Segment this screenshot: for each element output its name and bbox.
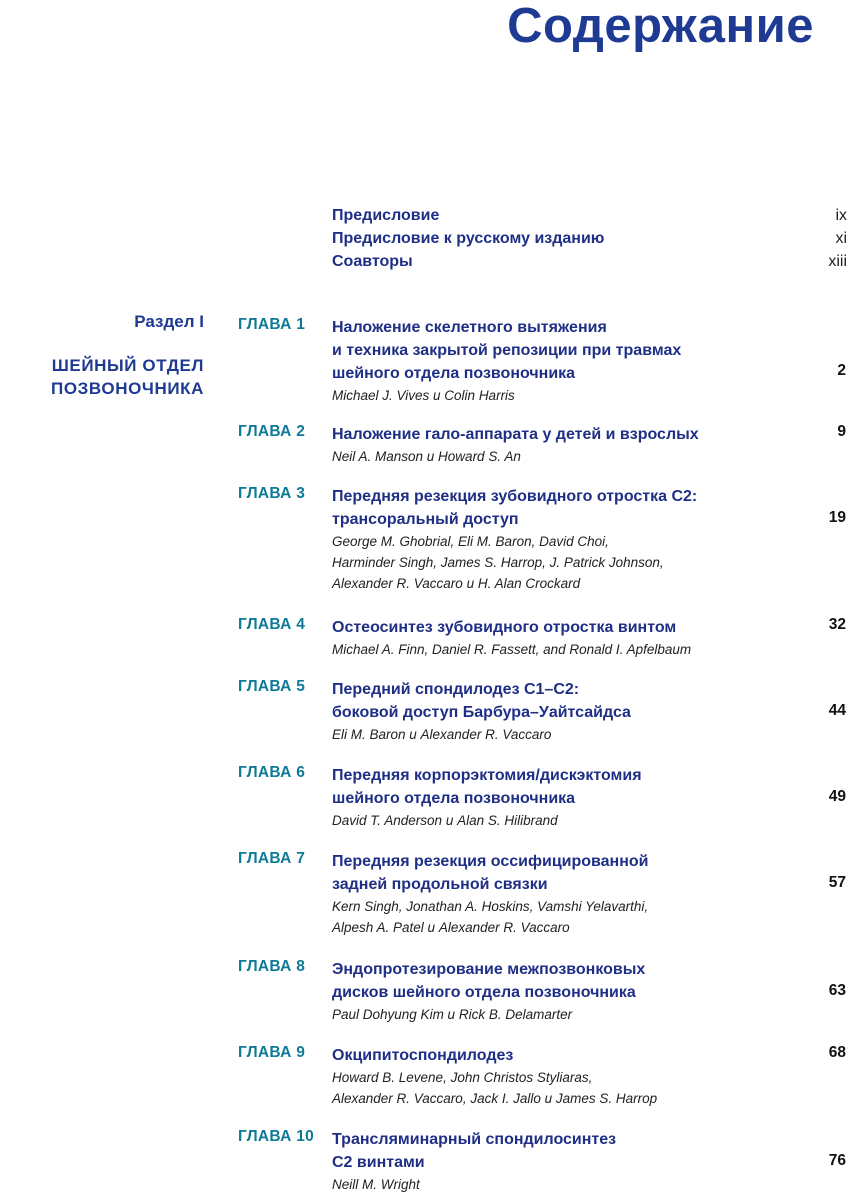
section-title	[51, 354, 204, 400]
chapter-page: 9	[837, 423, 846, 440]
frontmatter-item[interactable]	[332, 207, 847, 230]
chapter-authors-line: Michael J. Vives и Colin Harris	[332, 388, 515, 403]
frontmatter-title: Предисловие к русскому изданию	[332, 230, 605, 247]
chapter-authors-line: Paul Dohyung Kim и Rick B. Delamarter	[332, 1007, 573, 1022]
chapter-page: 44	[828, 702, 846, 719]
chapter-title-line: боковой доступ Барбура–Уайтсайдса	[332, 704, 631, 721]
chapter-authors-line: Harminder Singh, James S. Harrop, J. Patrick Johnson,	[332, 555, 664, 570]
chapter-title-line: Наложение скелетного вытяжения	[332, 319, 607, 336]
chapter-authors-line: Alexander R. Vaccaro и H. Alan Crockard	[332, 576, 581, 591]
chapter-title-line: Окципитоспондилодез	[332, 1047, 514, 1064]
chapter-title-line: Трансляминарный спондилосинтез	[332, 1131, 617, 1148]
chapter-body	[332, 423, 812, 467]
chapter-title-line: Передняя резекция оссифицированной	[332, 853, 649, 870]
section-number: Раздел I	[134, 312, 204, 331]
frontmatter-item[interactable]	[332, 230, 847, 253]
chapter-title-line: шейного отдела позвоночника	[332, 790, 576, 807]
chapter-page: 68	[828, 1044, 846, 1061]
chapter-label: ГЛАВА 10	[238, 1128, 315, 1145]
chapter-label: ГЛАВА 5	[238, 678, 306, 695]
frontmatter-item[interactable]	[332, 253, 847, 276]
chapter-label: ГЛАВА 7	[238, 850, 306, 867]
chapter-title-line: шейного отдела позвоночника	[332, 365, 576, 382]
chapter-body	[332, 850, 812, 938]
chapter-authors-line: Howard B. Levene, John Christos Styliaras,	[332, 1070, 593, 1085]
frontmatter-page: xi	[835, 230, 847, 247]
chapter-body	[332, 764, 812, 831]
chapter-authors-line: Alpesh A. Patel и Alexander R. Vaccaro	[332, 920, 570, 935]
chapter-body	[332, 1044, 812, 1109]
chapter-title-line: Передняя резекция зубовидного отростка C2:	[332, 488, 698, 505]
chapter-title-line: дисков шейного отдела позвоночника	[332, 984, 636, 1001]
chapter-page: 57	[828, 874, 846, 891]
chapter-body	[332, 616, 812, 660]
chapter-page: 19	[828, 509, 846, 526]
chapter-body	[332, 1128, 812, 1195]
chapter-page: 76	[828, 1152, 846, 1169]
chapter-title-line: задней продольной связки	[332, 876, 548, 893]
chapter-authors-line: Alexander R. Vaccaro, Jack I. Jallo и James S. Harrop	[332, 1091, 658, 1106]
chapter-title-line: и техника закрытой репозиции при травмах	[332, 342, 682, 359]
section-title-line: ШЕЙНЫЙ ОТДЕЛ	[51, 356, 204, 375]
chapter-label: ГЛАВА 8	[238, 958, 306, 975]
chapter-title-line: Остеосинтез зубовидного отростка винтом	[332, 619, 677, 636]
chapter-page: 63	[828, 982, 846, 999]
frontmatter-page: xiii	[828, 253, 847, 270]
chapter-title-line: Передний спондилодез C1–C2:	[332, 681, 580, 698]
chapter-title-line: C2 винтами	[332, 1154, 425, 1171]
chapter-authors-line: Neil A. Manson и Howard S. An	[332, 449, 521, 464]
chapter-label: ГЛАВА 6	[238, 764, 306, 781]
chapter-title-line: Передняя корпорэктомия/дискэктомия	[332, 767, 642, 784]
frontmatter-title: Предисловие	[332, 207, 440, 224]
chapter-page: 49	[828, 788, 846, 805]
chapter-page: 2	[837, 362, 846, 379]
chapter-authors-line: George M. Ghobrial, Eli M. Baron, David Choi,	[332, 534, 609, 549]
frontmatter-list	[332, 207, 847, 276]
chapter-body	[332, 485, 812, 594]
chapter-authors-line: David T. Anderson и Alan S. Hilibrand	[332, 813, 558, 828]
chapter-label: ГЛАВА 4	[238, 616, 306, 633]
chapter-authors-line: Eli M. Baron и Alexander R. Vaccaro	[332, 727, 552, 742]
chapter-title-line: трансоральный доступ	[332, 511, 519, 528]
chapter-body	[332, 958, 812, 1025]
chapter-label: ГЛАВА 2	[238, 423, 306, 440]
frontmatter-page: ix	[835, 207, 847, 224]
chapter-authors-line: Neill M. Wright	[332, 1177, 420, 1192]
page-title: Содержание	[507, 0, 814, 53]
chapter-title-line: Наложение гало-аппарата у детей и взрослых	[332, 426, 699, 443]
chapter-authors-line: Kern Singh, Jonathan A. Hoskins, Vamshi Yelavarthi,	[332, 899, 649, 914]
chapter-title-line: Эндопротезирование межпозвонковых	[332, 961, 646, 978]
section-title-line: ПОЗВОНОЧНИКА	[51, 379, 204, 398]
chapter-page: 32	[828, 616, 846, 633]
chapter-authors-line: Michael A. Finn, Daniel R. Fassett, and Ronald I. Apfelbaum	[332, 642, 692, 657]
chapter-label: ГЛАВА 9	[238, 1044, 306, 1061]
chapter-body	[332, 316, 812, 406]
frontmatter-title: Соавторы	[332, 253, 413, 270]
chapter-label: ГЛАВА 1	[238, 316, 306, 333]
chapter-body	[332, 678, 812, 745]
chapter-label: ГЛАВА 3	[238, 485, 306, 502]
